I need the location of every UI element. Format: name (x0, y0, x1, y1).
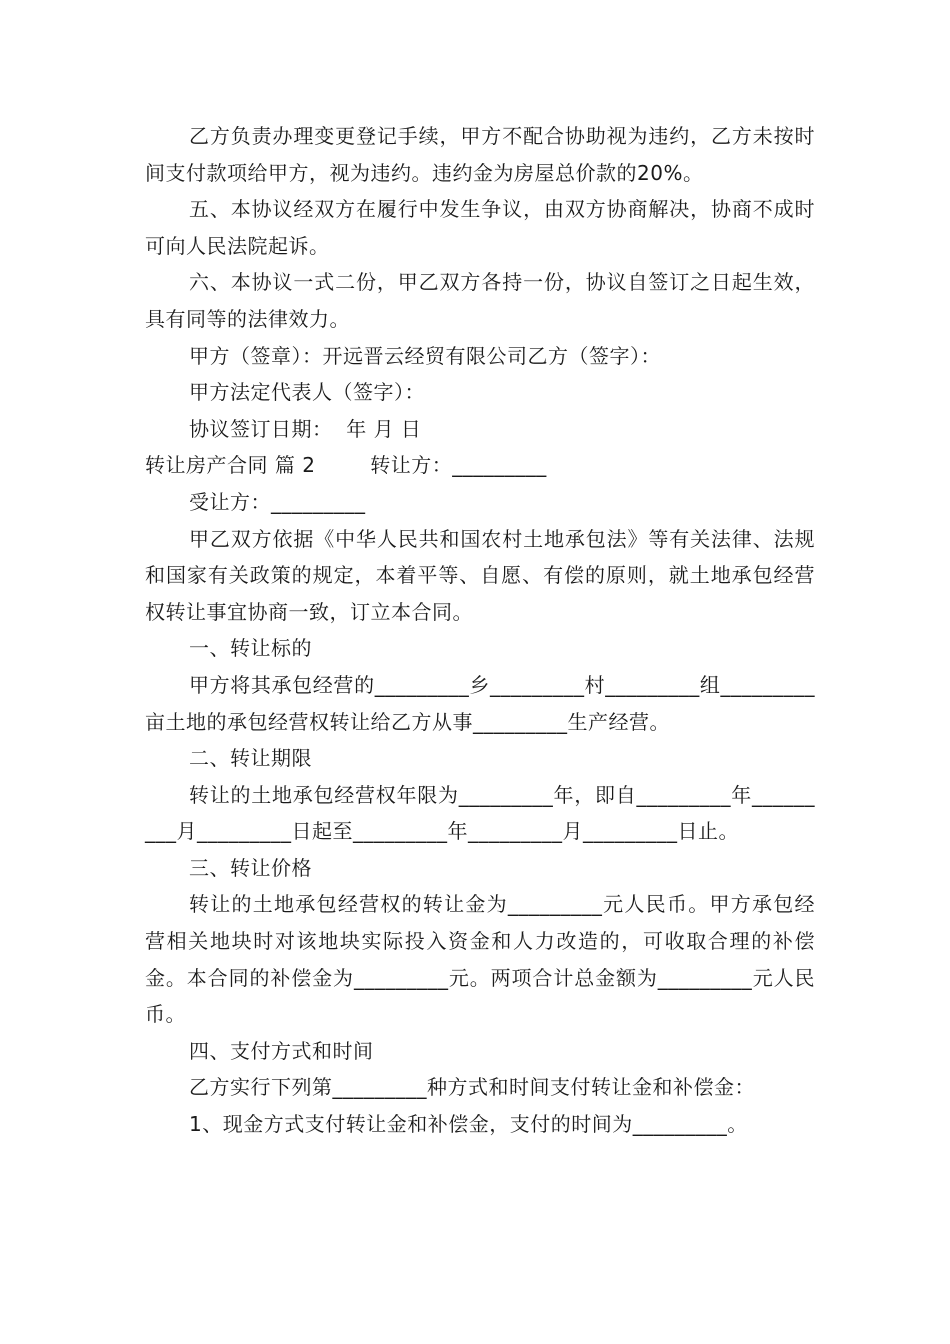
paragraph-payment-method: 乙方实行下列第_________种方式和时间支付转让金和补偿金： (189, 1075, 755, 1100)
paragraph-clause-5-dispute: 五、本协议经双方在履行中发生争议，由双方协商解决，协商不成时可向人民法院起诉。 (145, 197, 815, 258)
paragraph-payment-cash: 1、现金方式支付转让金和补偿金，支付的时间为_________。 (189, 1112, 748, 1137)
document-body (145, 118, 815, 1143)
paragraph-breach-clause: 乙方负责办理变更登记手续，甲方不配合协助视为违约，乙方未按时间支付款项给甲方，视为违约。违约金为房屋总价款的20%。 (145, 124, 815, 185)
section-heading-subject: 一、转让标的 (189, 636, 312, 661)
paragraph-subject: 甲方将其承包经营的_________乡_________村_________组_________亩土地的承包经营权转让给乙方从事_________生产经营。 (145, 672, 815, 734)
paragraph-preamble: 甲乙双方依据《中华人民共和国农村土地承包法》等有关法律、法规和国家有关政策的规定，本着平等、自愿、有偿的原则，就土地承包经营权转让事宜协商一致，订立本合同。 (145, 526, 815, 624)
signature-line-legal-representative: 甲方法定代表人（签字）： (189, 380, 425, 405)
transferee-line: 受让方：_________ (189, 489, 366, 514)
paragraph-term: 转让的土地承包经营权年限为_________年，即自_________年_________月_________日起至_________年_________月_________日止。 (145, 782, 815, 844)
section-heading-payment: 四、支付方式和时间 (189, 1038, 374, 1063)
signature-line-parties: 甲方（签章）：开远晋云经贸有限公司乙方（签字）： (189, 343, 661, 368)
section-heading-term: 二、转让期限 (189, 746, 312, 771)
contract-2-heading: 转让房产合同 篇 2 转让方：_________ (145, 453, 547, 478)
section-heading-price: 三、转让价格 (189, 855, 312, 880)
paragraph-clause-6-copies: 六、本协议一式二份，甲乙双方各持一份，协议自签订之日起生效，具有同等的法律效力。 (145, 270, 815, 331)
paragraph-price: 转让的土地承包经营权的转让金为_________元人民币。甲方承包经营相关地块时对该地块实际投入资金和人力改造的，可收取合理的补偿金。本合同的补偿金为_________元。两项合计总金额为_________元人民币。 (145, 892, 815, 1027)
signing-date-line: 协议签订日期： 年 月 日 (189, 416, 422, 441)
